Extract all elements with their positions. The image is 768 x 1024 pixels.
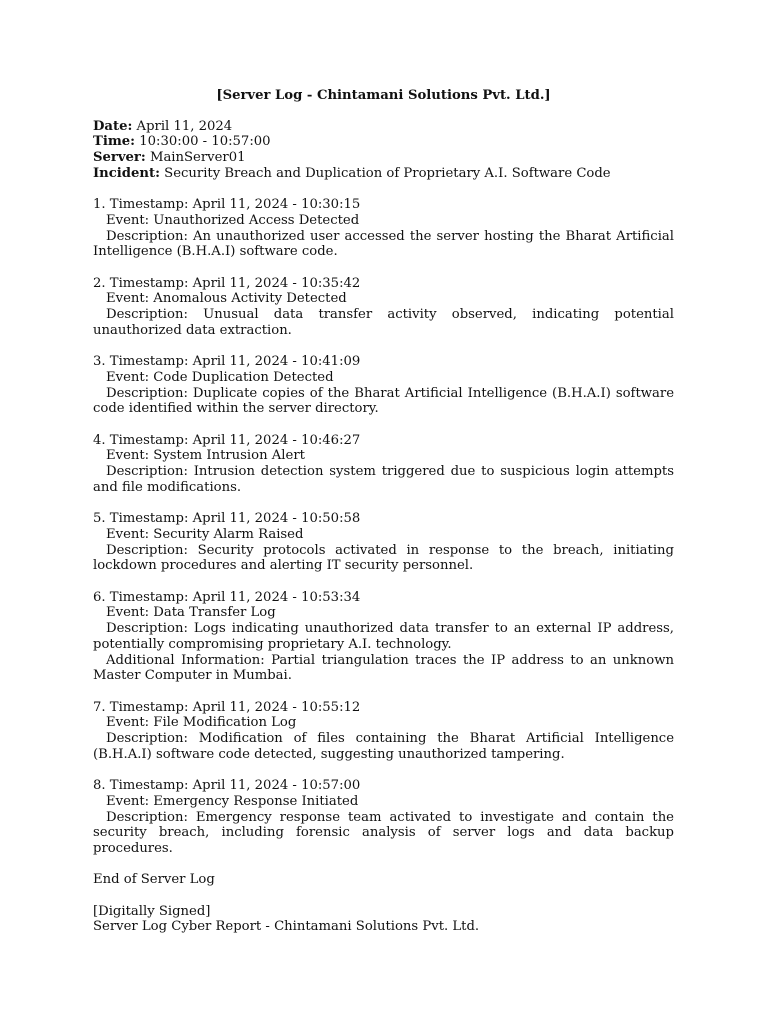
entry-description: Description: Logs indicating unauthorized data transfer to an external IP address, potentially compromising proprietary A.I. technology. [93, 621, 674, 652]
meta-server [93, 150, 674, 166]
log-entry [93, 778, 674, 857]
entry-timestamp: 1. Timestamp: April 11, 2024 - 10:30:15 [93, 197, 361, 213]
entry-event: Event: Security Alarm Raised [106, 526, 304, 542]
incident-value: Security Breach and Duplication of Proprietary A.I. Software Code [164, 165, 611, 181]
entry-description: Description: Intrusion detection system triggered due to suspicious login attempts and file modifications. [93, 464, 674, 495]
time-label: Time: [93, 134, 136, 150]
entry-event: Event: System Intrusion Alert [106, 448, 305, 464]
signature-line: [Digitally Signed] [93, 903, 211, 919]
time-value: 10:30:00 - 10:57:00 [139, 134, 271, 150]
entry-event: Event: Emergency Response Initiated [106, 793, 359, 809]
date-value: April 11, 2024 [136, 118, 233, 134]
entry-additional-info: Additional Information: Partial triangulation traces the IP address to an unknown Master Computer in Mumbai. [93, 652, 674, 684]
entry-timestamp: 3. Timestamp: April 11, 2024 - 10:41:09 [93, 354, 361, 370]
log-entry [93, 590, 674, 684]
incident-label: Incident: [93, 165, 160, 181]
entry-event: Event: Data Transfer Log [106, 605, 276, 621]
entry-description: Description: Emergency response team activated to investigate and contain the security breach, including forensic analysis of server logs and data backup procedures. [93, 809, 674, 856]
end-of-log: End of Server Log [93, 872, 215, 888]
entry-timestamp: 8. Timestamp: April 11, 2024 - 10:57:00 [93, 778, 361, 794]
log-metadata [93, 119, 674, 182]
page-title: [Server Log - Chintamani Solutions Pvt. Ltd.] [216, 88, 551, 103]
log-entry [93, 700, 674, 763]
log-entry [93, 197, 674, 260]
log-entry [93, 276, 674, 339]
entry-timestamp: 6. Timestamp: April 11, 2024 - 10:53:34 [93, 589, 361, 605]
entry-event: Event: Unauthorized Access Detected [106, 212, 360, 228]
entry-event: Event: File Modification Log [106, 715, 297, 731]
entry-timestamp: 5. Timestamp: April 11, 2024 - 10:50:58 [93, 511, 361, 527]
log-entry [93, 511, 674, 574]
log-entry [93, 433, 674, 496]
meta-incident [93, 166, 674, 182]
entry-description: Description: Security protocols activated in response to the breach, initiating lockdown procedures and alerting IT security personnel. [93, 542, 674, 574]
entry-description: Description: Modification of files containing the Bharat Artificial Intelligence (B.H.A.I) software code detected, suggesting unauthorized tampering. [93, 731, 674, 762]
entry-description: Description: Unusual data transfer activity observed, indicating potential unauthorized data extraction. [93, 307, 674, 338]
entry-event: Event: Code Duplication Detected [106, 369, 334, 385]
server-label: Server: [93, 150, 146, 166]
entry-timestamp: 7. Timestamp: April 11, 2024 - 10:55:12 [93, 699, 361, 715]
log-entries [93, 197, 674, 856]
log-entry [93, 354, 674, 417]
report-footer: Server Log Cyber Report - Chintamani Solutions Pvt. Ltd. [93, 919, 480, 935]
server-value: MainServer01 [149, 150, 246, 166]
entry-description: Description: Duplicate copies of the Bharat Artificial Intelligence (B.H.A.I) software code identified within the server directory. [93, 385, 674, 417]
entry-event: Event: Anomalous Activity Detected [106, 291, 347, 307]
meta-date [93, 119, 674, 135]
meta-time [93, 134, 674, 150]
entry-timestamp: 4. Timestamp: April 11, 2024 - 10:46:27 [93, 432, 361, 448]
date-label: Date: [93, 118, 133, 134]
entry-timestamp: 2. Timestamp: April 11, 2024 - 10:35:42 [93, 275, 361, 291]
signature-block [93, 904, 674, 935]
entry-description: Description: An unauthorized user accessed the server hosting the Bharat Artificial Intelligence (B.H.A.I) software code. [93, 228, 674, 260]
